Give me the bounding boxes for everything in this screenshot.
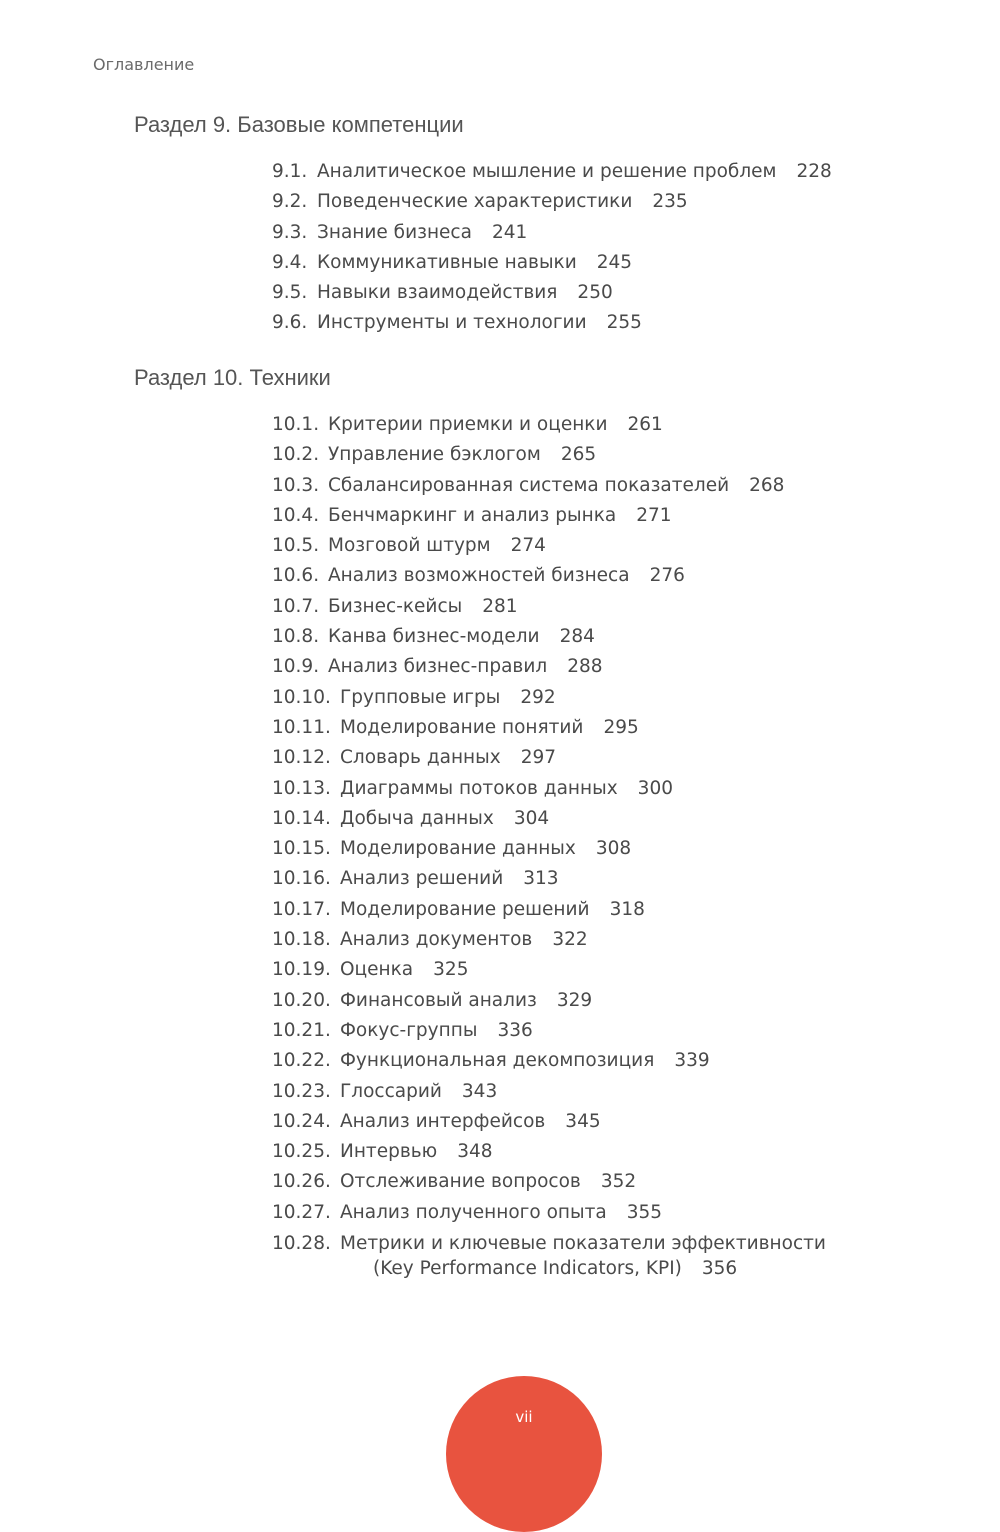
toc-entry-page: 292 — [520, 686, 556, 708]
toc-entry-number: 10.8. — [272, 626, 320, 648]
toc-entry-title: Канва бизнес-модели — [328, 626, 540, 648]
toc-entry-number: 10.28. — [272, 1233, 331, 1255]
toc-entry[interactable] — [272, 774, 826, 804]
toc-entry-page: 308 — [595, 838, 632, 860]
toc-entry-page: 250 — [577, 282, 613, 304]
page-number: vii — [515, 1408, 533, 1426]
toc-entry-title: Глоссарий — [340, 1080, 442, 1102]
toc-entry-title: Анализ полученного опыта — [340, 1201, 607, 1223]
toc-entry-page: 228 — [796, 161, 832, 182]
toc-entry-page: 235 — [652, 191, 688, 213]
toc-entry-title: Отслеживание вопросов — [340, 1171, 581, 1193]
toc-entry[interactable] — [272, 804, 826, 834]
toc-entry-page: 274 — [510, 535, 546, 557]
toc-entry[interactable] — [272, 743, 826, 773]
toc-entry-page: 313 — [523, 868, 559, 890]
toc-entry-title: Знание бизнеса — [317, 221, 472, 243]
toc-entry-number: 10.14. — [272, 807, 331, 829]
toc-entry-page: 297 — [520, 747, 557, 769]
toc-entry-title: Управление бэклогом — [328, 444, 541, 466]
toc-entry[interactable] — [272, 1167, 826, 1197]
toc-entry-title: Бизнес-кейсы — [328, 595, 463, 617]
toc-entry-page: 288 — [567, 656, 603, 678]
toc-entry-number: 10.24. — [272, 1110, 331, 1132]
toc-entry-title: Критерии приемки и оценки — [328, 414, 608, 435]
toc-entry-number: 10.3. — [272, 474, 320, 496]
toc-entry[interactable] — [272, 713, 826, 743]
toc-list-section-10 — [272, 410, 826, 1281]
toc-entry-title: Анализ документов — [340, 929, 533, 951]
toc-entry-page: 343 — [461, 1080, 498, 1102]
toc-entry[interactable] — [272, 955, 826, 985]
toc-entry-page: 245 — [596, 251, 633, 273]
toc-entry-number: 9.3. — [272, 221, 308, 243]
toc-entry-page: 304 — [513, 807, 550, 829]
toc-entry-page: 255 — [606, 312, 642, 334]
toc-entry[interactable] — [272, 622, 826, 652]
toc-entry[interactable] — [272, 531, 826, 561]
toc-entry-page: 241 — [491, 221, 528, 243]
toc-entry-number: 10.20. — [272, 989, 331, 1011]
toc-entry-page: 261 — [627, 414, 663, 435]
toc-entry-page: 322 — [552, 929, 588, 951]
toc-entry[interactable] — [272, 864, 826, 894]
toc-entry[interactable] — [272, 683, 826, 713]
page-number-badge — [446, 1376, 602, 1532]
toc-entry-page: 276 — [649, 565, 685, 587]
toc-entry-page: 348 — [457, 1141, 493, 1163]
toc-entry[interactable] — [272, 1107, 826, 1137]
toc-entry-title: Аналитическое мышление и решение проблем — [317, 161, 777, 182]
toc-entry-number: 10.17. — [272, 898, 331, 920]
toc-entry-page: 295 — [603, 716, 639, 738]
section-title-10[interactable]: Раздел 10. Техники — [134, 365, 331, 390]
toc-entry[interactable] — [272, 925, 826, 955]
toc-entry-page: 329 — [556, 989, 593, 1011]
toc-entry-page: 325 — [433, 959, 469, 981]
section-title-9[interactable]: Раздел 9. Базовые компетенции — [134, 112, 464, 137]
toc-entry[interactable] — [272, 834, 826, 864]
toc-entry-number: 10.22. — [272, 1050, 331, 1072]
toc-entry[interactable] — [272, 157, 832, 187]
toc-entry[interactable] — [272, 1231, 826, 1281]
toc-entry-title-continuation — [272, 1256, 826, 1281]
toc-entry[interactable] — [272, 410, 826, 440]
toc-entry-title: Мозговой штурм — [328, 535, 491, 557]
toc-entry-number: 9.6. — [272, 312, 308, 334]
toc-entry[interactable] — [272, 895, 826, 925]
toc-entry[interactable] — [272, 1137, 826, 1167]
toc-entry[interactable] — [272, 1046, 826, 1076]
toc-entry-title: Навыки взаимодействия — [317, 282, 558, 304]
toc-entry-number: 10.26. — [272, 1171, 331, 1193]
toc-entry[interactable] — [272, 471, 826, 501]
toc-entry-number: 10.23. — [272, 1080, 331, 1102]
toc-entry-title: Финансовый анализ — [340, 989, 537, 1011]
toc-entry-number: 10.25. — [272, 1141, 331, 1163]
toc-entry[interactable] — [272, 308, 832, 338]
toc-entry-number: 10.2. — [272, 444, 320, 466]
toc-entry-title: Поведенческие характеристики — [317, 191, 633, 213]
toc-entry-page: 284 — [559, 626, 595, 648]
toc-entry-number: 10.15. — [272, 838, 331, 860]
toc-entry[interactable] — [272, 652, 826, 682]
toc-entry-page: 318 — [609, 898, 645, 920]
toc-entry-title: Оценка — [340, 959, 414, 981]
toc-entry-title: Функциональная декомпозиция — [340, 1050, 655, 1072]
toc-entry-page: 345 — [565, 1110, 601, 1132]
toc-entry[interactable] — [272, 501, 826, 531]
toc-entry-page: 271 — [636, 504, 672, 526]
toc-entry[interactable] — [272, 1077, 826, 1107]
toc-entry-page: 356 — [701, 1258, 738, 1280]
toc-entry-page: 265 — [560, 444, 597, 466]
toc-entry[interactable] — [272, 218, 832, 248]
running-header: Оглавление — [93, 55, 195, 74]
toc-entry-page: 281 — [482, 595, 518, 617]
toc-entry-page: 339 — [674, 1050, 710, 1072]
toc-entry-number: 10.11. — [272, 716, 331, 738]
toc-entry-number: 10.13. — [272, 777, 331, 799]
toc-entry-title: Анализ интерфейсов — [340, 1110, 546, 1132]
toc-entry-title: Интервью — [340, 1141, 438, 1163]
toc-entry-number: 9.1. — [272, 161, 308, 182]
toc-entry[interactable] — [272, 278, 832, 308]
toc-entry[interactable] — [272, 592, 826, 622]
toc-entry-number: 10.9. — [272, 656, 320, 678]
toc-entry-number: 9.4. — [272, 251, 308, 273]
toc-entry-title-cont: (Key Performance Indicators, KPI) — [373, 1258, 682, 1280]
toc-entry-page: 352 — [600, 1171, 637, 1193]
toc-entry[interactable] — [272, 440, 826, 470]
toc-entry-title: Групповые игры — [340, 686, 501, 708]
toc-entry-number: 10.19. — [272, 959, 331, 981]
toc-entry-number: 9.5. — [272, 282, 308, 304]
toc-entry-number: 10.27. — [272, 1201, 331, 1223]
toc-entry-title: Моделирование данных — [340, 838, 576, 860]
toc-entry-number: 10.10. — [272, 686, 331, 708]
toc-entry-page: 300 — [637, 777, 673, 799]
toc-entry-number: 10.21. — [272, 1019, 331, 1041]
toc-entry-title: Добыча данных — [340, 807, 494, 829]
toc-entry-title: Коммуникативные навыки — [317, 251, 577, 273]
toc-entry[interactable] — [272, 248, 832, 278]
toc-list-section-9 — [272, 157, 832, 339]
toc-entry-page: 336 — [497, 1019, 533, 1041]
toc-entry-title: Фокус-группы — [340, 1019, 478, 1041]
toc-entry-number: 10.4. — [272, 504, 320, 526]
toc-entry-number: 9.2. — [272, 191, 308, 213]
toc-entry-number: 10.5. — [272, 535, 320, 557]
toc-entry-title: Бенчмаркинг и анализ рынка — [328, 504, 617, 526]
toc-entry-title: Диаграммы потоков данных — [340, 777, 618, 799]
toc-entry-title: Моделирование понятий — [340, 716, 584, 738]
toc-entry-page: 355 — [626, 1201, 663, 1223]
toc-entry-title: Инструменты и технологии — [317, 312, 587, 334]
toc-entry-title: Анализ бизнес-правил — [328, 656, 548, 678]
toc-entry-number: 10.18. — [272, 929, 331, 951]
toc-entry-title: Сбалансированная система показателей — [328, 474, 730, 496]
toc-entry-title: Словарь данных — [340, 747, 501, 769]
toc-entry-title: Метрики и ключевые показатели эффективности — [340, 1233, 826, 1255]
toc-entry[interactable] — [272, 187, 832, 217]
toc-entry-title: Анализ решений — [340, 868, 504, 890]
toc-entry-number: 10.16. — [272, 868, 331, 890]
toc-entry-number: 10.6. — [272, 565, 320, 587]
toc-entry-title: Анализ возможностей бизнеса — [328, 565, 630, 587]
toc-entry[interactable] — [272, 1016, 826, 1046]
toc-entry-title: Моделирование решений — [340, 898, 590, 920]
toc-entry-number: 10.12. — [272, 747, 331, 769]
toc-entry-number: 10.1. — [272, 414, 320, 435]
toc-entry[interactable] — [272, 561, 826, 591]
toc-entry-page: 268 — [749, 474, 785, 496]
toc-entry[interactable] — [272, 1198, 826, 1228]
toc-entry[interactable] — [272, 986, 826, 1016]
toc-entry-number: 10.7. — [272, 595, 320, 617]
